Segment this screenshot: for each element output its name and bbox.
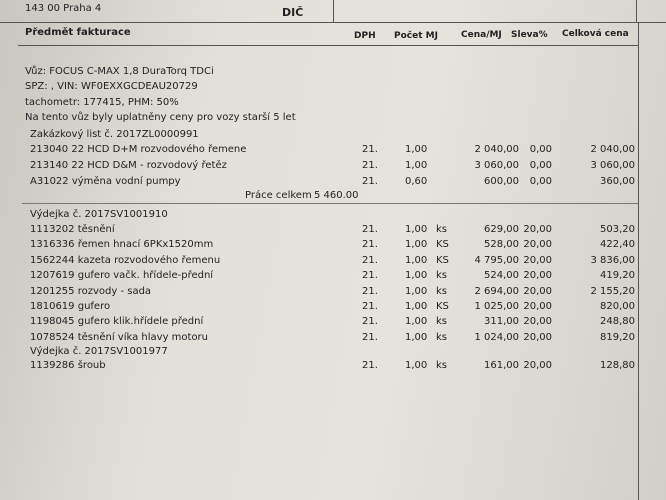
- table-right-border: [638, 22, 639, 500]
- row-desc: 1201255 rozvody - sada: [30, 285, 152, 297]
- row-dph: 21.: [362, 270, 378, 282]
- vehicle-vin: SPZ: , VIN: WF0EXXGCDEAU20729: [25, 81, 198, 92]
- col-header-unit-price: Cena/MJ: [461, 30, 502, 40]
- row-disc: 20,00: [523, 285, 552, 297]
- row-disc: 20,00: [523, 360, 552, 371]
- row-qty: 1,00: [405, 270, 428, 282]
- row-desc: 1198045 gufero klik.hřídele přední: [30, 316, 204, 328]
- row-unit: ks: [436, 224, 448, 235]
- row-unit: KS: [436, 301, 449, 312]
- col-header-subject: Předmět fakturace: [25, 27, 131, 38]
- issue-1-title: Výdejka č. 2017SV1001910: [30, 209, 168, 220]
- row-desc: 1113202 těsnění: [30, 224, 115, 235]
- row-disc: 20,00: [523, 254, 552, 266]
- row-disc: 20,00: [523, 224, 552, 235]
- work-total-value: 5 460.00: [314, 190, 359, 201]
- top-divider: [0, 22, 666, 23]
- row-price: 600,00: [484, 176, 519, 187]
- row-disc: 20,00: [523, 316, 552, 328]
- row-dph: 21.: [362, 331, 378, 343]
- row-unit: KS: [436, 239, 449, 251]
- row-desc: 1810619 gufero: [30, 301, 111, 312]
- row-dph: 21.: [362, 160, 378, 171]
- row-desc: 1139286 šroub: [30, 360, 106, 371]
- row-dph: 21.: [362, 285, 378, 297]
- row-total: 3 836,00: [590, 254, 635, 266]
- row-dph: 21.: [362, 176, 378, 187]
- row-total: 128,80: [600, 360, 635, 371]
- row-dph: 21.: [362, 316, 378, 328]
- col-header-count: Počet MJ: [394, 31, 438, 41]
- row-price: 528,00: [484, 239, 519, 251]
- vehicle-note: Na tento vůz byly uplatněny ceny pro vozy starší 5 let: [25, 112, 296, 123]
- row-disc: 20,00: [523, 239, 552, 251]
- row-qty: 1,00: [405, 239, 428, 251]
- row-dph: 21.: [362, 254, 378, 266]
- row-unit: KS: [436, 254, 449, 266]
- header-underline: [18, 45, 638, 46]
- row-disc: 0,00: [529, 144, 552, 155]
- row-price: 1 024,00: [474, 331, 519, 343]
- row-price: 3 060,00: [474, 160, 519, 171]
- row-price: 1 025,00: [474, 301, 519, 312]
- row-unit: ks: [436, 316, 448, 328]
- row-price: 2 694,00: [474, 285, 519, 297]
- top-vertical-divider-2: [636, 0, 637, 22]
- row-total: 819,20: [600, 331, 635, 343]
- row-qty: 1,00: [405, 316, 428, 328]
- vehicle-odometer: tachometr: 177415, PHM: 50%: [25, 97, 179, 108]
- row-qty: 1,00: [405, 285, 428, 297]
- vehicle-model: Vůz: FOCUS C-MAX 1,8 DuraTorq TDCi: [25, 66, 214, 77]
- row-price: 524,00: [484, 270, 519, 282]
- row-qty: 1,00: [405, 224, 428, 235]
- row-price: 311,00: [484, 316, 519, 328]
- row-disc: 0,00: [529, 176, 552, 187]
- row-desc: 1562244 kazeta rozvodového řemenu: [30, 254, 221, 266]
- row-price: 4 795,00: [474, 254, 519, 266]
- row-qty: 1,00: [405, 160, 428, 171]
- row-qty: 1,00: [405, 254, 428, 266]
- row-total: 820,00: [600, 301, 635, 312]
- row-unit: ks: [436, 360, 448, 371]
- row-disc: 0,00: [529, 160, 552, 171]
- work-total-label: Práce celkem: [245, 190, 312, 201]
- row-dph: 21.: [362, 239, 378, 251]
- row-price: 2 040,00: [474, 144, 519, 155]
- supplier-address: 143 00 Praha 4: [25, 3, 102, 14]
- row-qty: 1,00: [405, 360, 428, 371]
- row-qty: 1,00: [405, 331, 428, 343]
- work-total-underline: [22, 203, 638, 204]
- issue-2-title: Výdejka č. 2017SV1001977: [30, 346, 168, 357]
- row-desc: 1207619 gufero vačk. hřídele-přední: [30, 270, 214, 282]
- row-desc: 213140 22 HCD D&M - rozvodový řetěz: [30, 160, 227, 171]
- col-header-discount: Sleva%: [511, 30, 548, 40]
- row-total: 248,80: [600, 316, 635, 328]
- row-price: 629,00: [484, 224, 519, 235]
- row-qty: 0,60: [405, 176, 428, 187]
- row-unit: ks: [436, 285, 448, 297]
- row-total: 422,40: [600, 239, 635, 251]
- row-total: 360,00: [600, 176, 635, 187]
- row-total: 2 155,20: [590, 285, 635, 297]
- row-dph: 21.: [362, 360, 378, 371]
- row-desc: 1316336 řemen hnací 6PKx1520mm: [30, 239, 214, 251]
- top-vertical-divider-1: [333, 0, 334, 22]
- row-dph: 21.: [362, 224, 378, 235]
- col-header-total: Celková cena: [562, 29, 629, 39]
- row-disc: 20,00: [523, 331, 552, 343]
- row-disc: 20,00: [523, 270, 552, 282]
- row-total: 419,20: [600, 270, 635, 282]
- row-total: 3 060,00: [590, 160, 635, 171]
- row-disc: 20,00: [523, 301, 552, 312]
- row-qty: 1,00: [405, 144, 428, 155]
- row-total: 503,20: [600, 224, 635, 235]
- row-unit: ks: [436, 331, 448, 343]
- row-dph: 21.: [362, 144, 378, 155]
- row-desc: 1078524 těsnění víka hlavy motoru: [30, 331, 209, 343]
- row-qty: 1,00: [405, 301, 428, 312]
- dic-label: DIČ: [282, 6, 304, 19]
- row-dph: 21.: [362, 301, 378, 312]
- col-header-dph: DPH: [354, 31, 376, 41]
- row-price: 161,00: [484, 360, 519, 371]
- row-total: 2 040,00: [590, 144, 635, 155]
- row-desc: A31022 výměna vodní pumpy: [30, 176, 181, 187]
- row-unit: ks: [436, 270, 448, 282]
- row-desc: 213040 22 HCD D+M rozvodového řemene: [30, 144, 247, 155]
- work-order-title: Zakázkový list č. 2017ZL0000991: [30, 129, 199, 140]
